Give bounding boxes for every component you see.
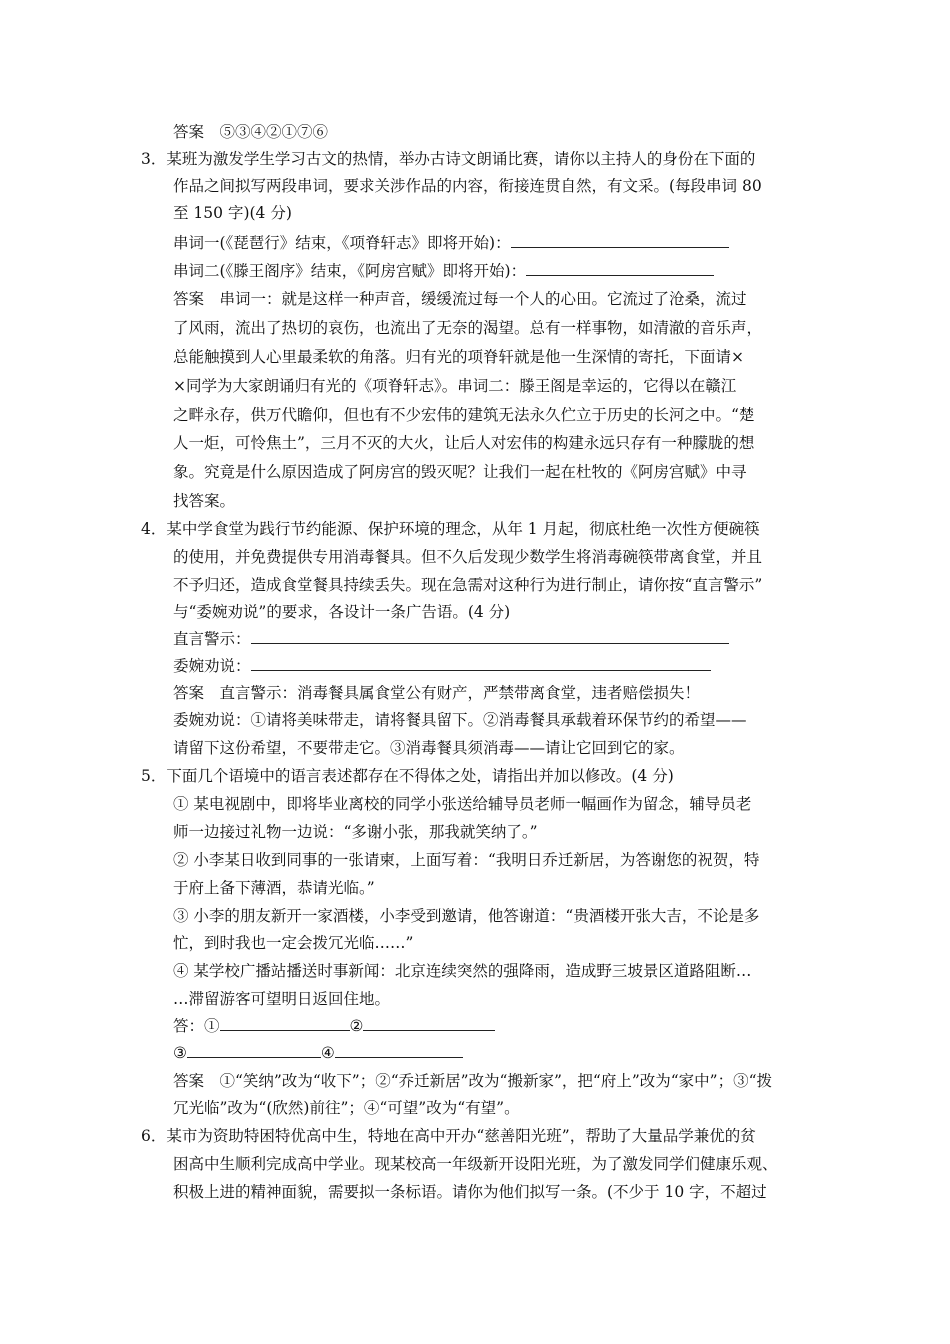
question-5-item: 忙，到时我也一定会拨冗光临……”: [173, 934, 414, 952]
answer-blank[interactable]: [363, 1016, 495, 1031]
answer-text: 委婉劝说：①请将美味带走，请将餐具留下。②消毒餐具承载着环保节约的希望——: [173, 711, 747, 729]
answer-text: 找答案。: [173, 492, 236, 510]
answer-text: 象。究竟是什么原因造成了阿房宫的毁灭呢？让我们一起在杜牧的《阿房宫赋》中寻: [173, 463, 747, 481]
question-3-stem: 3．某班为激发学生学习古文的热情，举办古诗文朗诵比赛，请你以主持人的身份在下面的: [141, 150, 756, 168]
answer-blank[interactable]: [526, 261, 714, 276]
question-5-stem: 5．下面几个语境中的语言表述都存在不得体之处，请指出并加以修改。(4 分): [141, 767, 674, 785]
question-6-stem: 6．某市为资助特困特优高中生，特地在高中开办“慈善阳光班”，帮助了大量品学兼优的贫: [141, 1127, 756, 1145]
question-5-item: ② 小李某日收到同事的一张请柬，上面写着：“我明日乔迁新居，为答谢您的祝贺，特: [173, 851, 760, 869]
answer-text: ×同学为大家朗诵归有光的《项脊轩志》。串词二：滕王阁是幸运的，它得以在赣江: [173, 377, 737, 395]
question-4-text: 不予归还，造成食堂餐具持续丢失。现在急需对这种行为进行制止，请你按“直言警示”: [173, 576, 763, 594]
gentle-persuasion-prompt: 委婉劝说：: [173, 656, 711, 676]
answer-text: 了风雨，流出了热切的哀伤，也流出了无奈的渴望。总有一样事物，如清澈的音乐声，: [173, 319, 763, 337]
answer-blank[interactable]: [251, 656, 711, 671]
answer-text: 总能触摸到人心里最柔软的角落。归有光的项脊轩就是他一生深情的寄托，下面请×: [173, 348, 744, 366]
answer-text: 之畔永存，供万代瞻仰，但也有不少宏伟的建筑无法永久伫立于历史的长河之中。“楚: [173, 406, 755, 424]
question-3-text: 至 150 字)(4 分): [173, 204, 292, 222]
answer-text: 答案 串词一：就是这样一种声音，缓缓流过每一个人的心田。它流过了沧桑，流过: [173, 290, 747, 308]
answer-blank[interactable]: [251, 629, 729, 644]
question-6-text: 积极上进的精神面貌，需要拟一条标语。请你为他们拟写一条。(不少于 10 字，不超过: [173, 1183, 767, 1201]
question-5-item: ③ 小李的朋友新开一家酒楼，小李受到邀请，他答谢道：“贵酒楼开张大吉，不论是多: [173, 907, 760, 925]
answer-blanks-row-2: ③ ④: [173, 1043, 463, 1063]
direct-warning-prompt: 直言警示：: [173, 629, 729, 649]
answer-text: 答案 直言警示：消毒餐具属食堂公有财产，严禁带离食堂，违者赔偿损失！: [173, 684, 701, 702]
question-5-item: 于府上备下薄酒，恭请光临。”: [173, 879, 375, 897]
answer-blank[interactable]: [220, 1016, 350, 1031]
answer-text: 人一炬，可怜焦土”，三月不灭的大火，让后人对宏伟的构建永远只存有一种朦胧的想: [173, 434, 755, 452]
answer-text: 请留下这份希望，不要带走它。③消毒餐具须消毒——请让它回到它的家。: [173, 739, 685, 757]
question-5-item: ④ 某学校广播站播送时事新闻：北京连续突然的强降雨，造成野三坡景区道路阻断…: [173, 962, 752, 980]
answer-blank[interactable]: [511, 233, 729, 248]
question-4-text: 的使用，并免费提供专用消毒餐具。但不久后发现少数学生将消毒碗筷带离食堂，并且: [173, 548, 763, 566]
question-3-text: 作品之间拟写两段串词，要求关涉作品的内容，衔接连贯自然，有文采。(每段串词 80: [173, 177, 762, 195]
answer-blank[interactable]: [187, 1043, 321, 1058]
answer-text: 冗光临”改为“(欣然)前往”；④“可望”改为“有望”。: [173, 1099, 520, 1117]
answer-blanks-row-1: 答：① ②: [173, 1016, 495, 1036]
answer-blank[interactable]: [335, 1043, 463, 1058]
chuanci-2-prompt: 串词二(《滕王阁序》结束，《阿房宫赋》即将开始)：: [173, 261, 714, 281]
question-4-stem: 4．某中学食堂为践行节约能源、保护环境的理念，从年 1 月起，彻底杜绝一次性方便碗筷: [141, 520, 760, 538]
question-6-text: 困高中生顺利完成高中学业。现某校高一年级新开设阳光班，为了激发同学们健康乐观、: [173, 1155, 778, 1173]
answer-line-q2: 答案 ⑤③④②①⑦⑥: [173, 123, 329, 141]
answer-text: 答案 ①“笑纳”改为“收下”；②“乔迁新居”改为“搬新家”，把“府上”改为“家中”；③“拨: [173, 1072, 773, 1090]
chuanci-1-prompt: 串词一(《琵琶行》结束，《项脊轩志》即将开始)：: [173, 233, 729, 253]
question-5-item: ① 某电视剧中，即将毕业离校的同学小张送给辅导员老师一幅画作为留念，辅导员老: [173, 795, 752, 813]
question-4-text: 与“委婉劝说”的要求，各设计一条广告语。(4 分): [173, 603, 511, 621]
question-5-item: 师一边接过礼物一边说：“多谢小张，那我就笑纳了。”: [173, 823, 538, 841]
question-5-item: …滞留游客可望明日返回住地。: [173, 990, 391, 1008]
